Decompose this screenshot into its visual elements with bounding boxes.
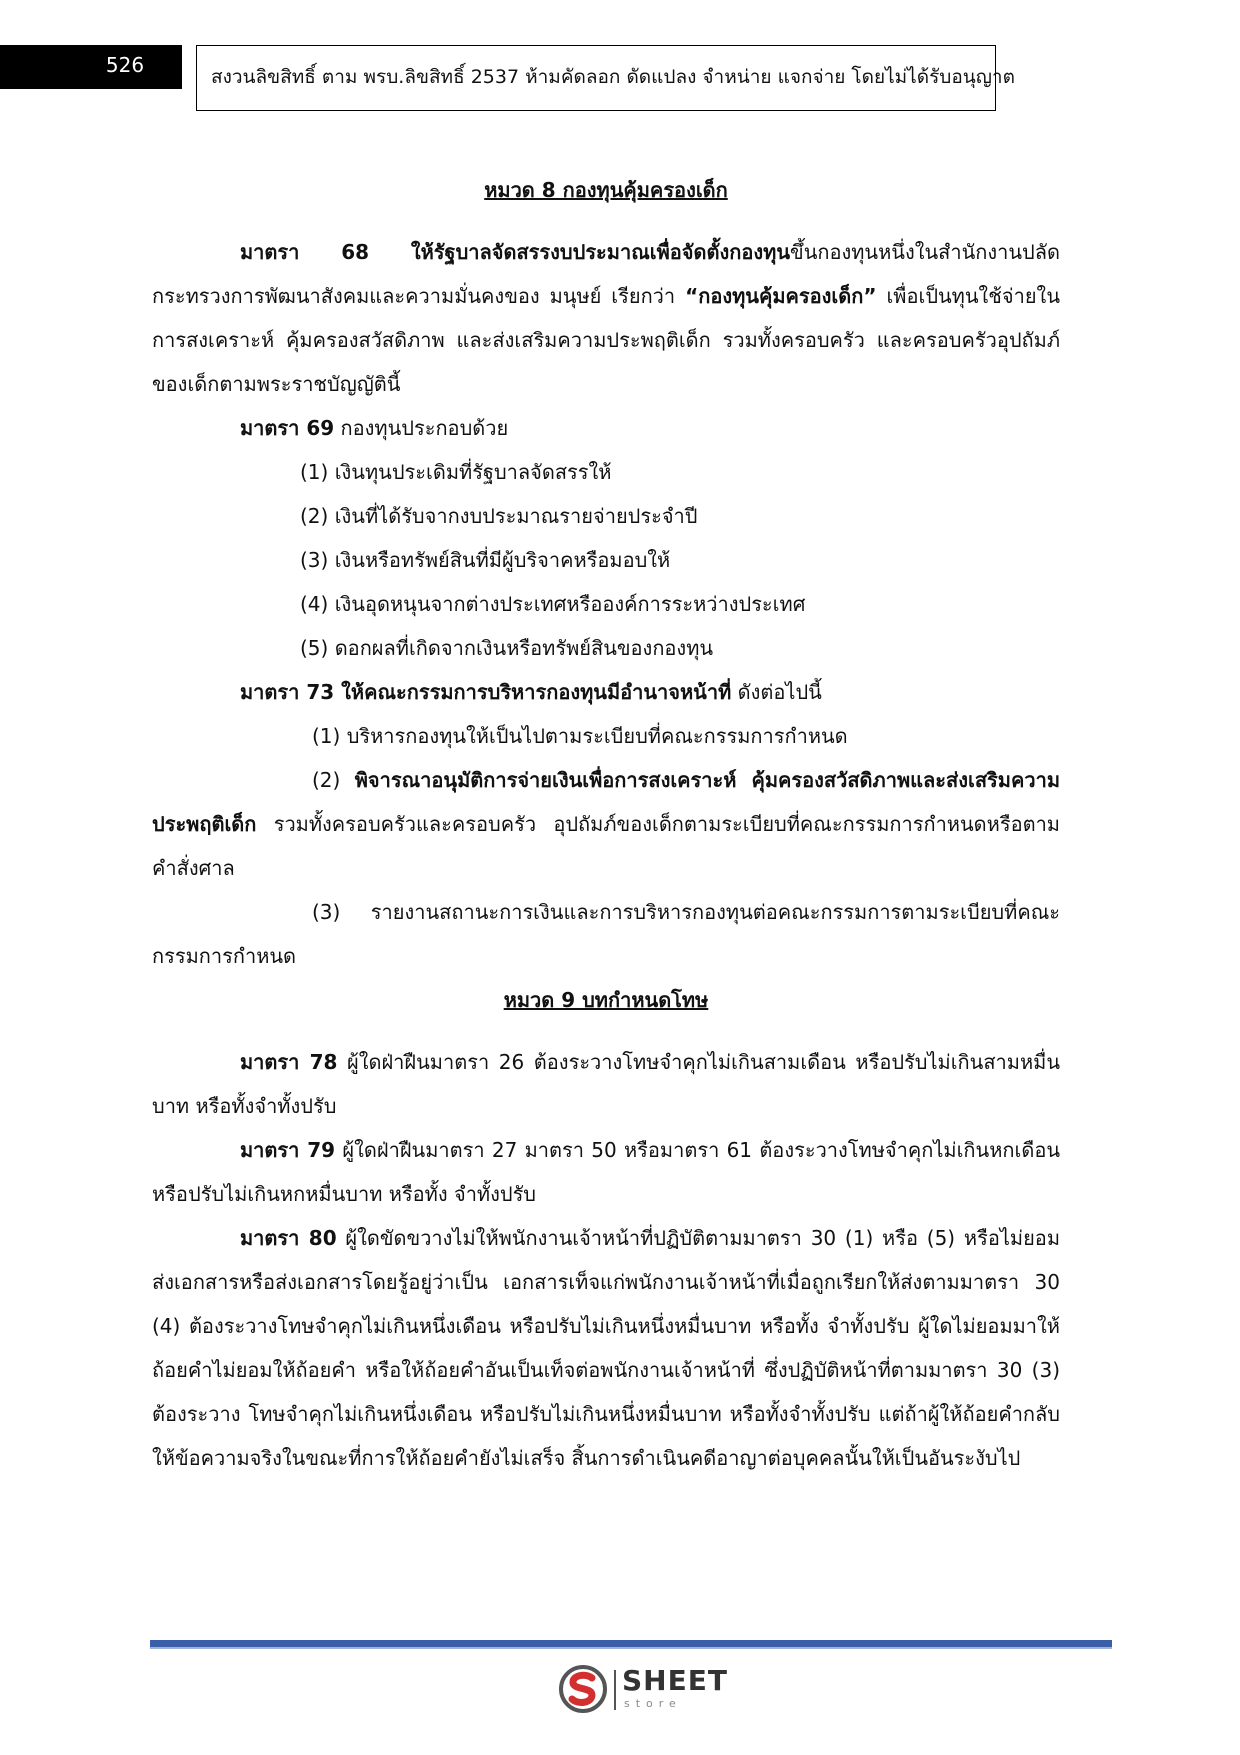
logo-brand-sub: store	[624, 1697, 682, 1710]
section-68-text-2: เพื่อเป็นทุนใช้จ่ายในการสงเคราะห์ คุ้มครองสวัสดิภาพ และส่งเสริมความประพฤติเด็ก รวมทั้งครอบครัว และครอบครัวอุปถัมภ์ของเด็กตามพระราชบัญญัตินี้	[152, 284, 1060, 396]
section-68	[152, 230, 1060, 406]
logo-divider	[614, 1670, 616, 1710]
section-69-item-2: (2) เงินที่ได้รับจากงบประมาณรายจ่ายประจำปี	[300, 504, 698, 528]
copyright-notice-box	[196, 45, 1015, 111]
section-69-item-5: (5) ดอกผลที่เกิดจากเงินหรือทรัพย์สินของกองทุน	[300, 636, 714, 660]
section-73-item-2-text: รวมทั้งครอบครัวและครอบครัว อุปถัมภ์ของเด็กตามระเบียบที่คณะกรรมการกำหนดหรือตามคำสั่งศาล	[152, 812, 1060, 880]
section-79-text: ผู้ใดฝ่าฝืนมาตรา 27 มาตรา 50 หรือมาตรา 61 ต้องระวางโทษจำคุกไม่เกินหกเดือน หรือปรับไม่เกินหกหมื่นบาท หรือทั้ง จำทั้งปรับ	[152, 1138, 1060, 1206]
section-73	[152, 670, 1060, 714]
section-80	[152, 1216, 1060, 1480]
sheet-store-s-icon	[558, 1664, 608, 1714]
section-68-text-1: ขึ้นกองทุนหนึ่งในสำนักงานปลัดกระทรวงการพัฒนาสังคมและความมั่นคงของ มนุษย์ เรียกว่า	[152, 240, 1060, 308]
section-73-item-2-bold: พิจารณาอนุมัติการจ่ายเงินเพื่อการสงเคราะห์ คุ้มครองสวัสดิภาพและส่งเสริมความประพฤติเด็ก	[152, 768, 1060, 836]
section-73-item-1: (1) บริหารกองทุนให้เป็นไปตามระเบียบที่คณะกรรมการกำหนด	[312, 724, 848, 748]
copyright-notice: สงวนลิขสิทธิ์ ตาม พรบ.ลิขสิทธิ์ 2537 ห้ามคัดลอก ดัดแปลง จำหน่าย แจกจ่าย โดยไม่ได้รับอนุญาต	[211, 66, 1015, 88]
section-73-title: มาตรา 73 ให้คณะกรรมการบริหารกองทุนมีอำนาจหน้าที่	[240, 680, 732, 704]
section-69-text: กองทุนประกอบด้วย	[334, 416, 509, 440]
fund-name: “กองทุนคุ้มครองเด็ก”	[685, 284, 877, 308]
logo-brand: SHEET	[622, 1664, 728, 1697]
section-69	[152, 406, 1060, 450]
section-69-item-1: (1) เงินทุนประเดิมที่รัฐบาลจัดสรรให้	[300, 460, 612, 484]
section-79-title: มาตรา 79	[240, 1138, 336, 1162]
section-8-heading: หมวด 8 กองทุนคุ้มครองเด็ก	[484, 178, 728, 202]
section-69-title: มาตรา 69	[240, 416, 335, 440]
section-69-item-3: (3) เงินหรือทรัพย์สินที่มีผู้บริจาคหรือมอบให้	[300, 548, 671, 572]
section-9-heading: หมวด 9 บทกำหนดโทษ	[503, 988, 709, 1012]
section-80-text: ผู้ใดขัดขวางไม่ให้พนักงานเจ้าหน้าที่ปฏิบัติตามมาตรา 30 (1) หรือ (5) หรือไม่ยอมส่งเอกสารหรือส่งเอกสารโดยรู้อยู่ว่าเป็น เอกสารเท็จแก่พนักงานเจ้าหน้าที่เมื่อถูกเรียกให้ส่งตามมาตรา 30 (4) ต้องระวางโทษจำคุกไม่เกินหนึ่งเดือน หรือปรับไม่เกินหนึ่งหมื่นบาท หรือทั้ง จำทั้งปรับ ผู้ใดไม่ยอมมาให้ถ้อยคำไม่ยอมให้ถ้อยคำ หรือให้ถ้อยคำอันเป็นเท็จต่อพนักงานเจ้าหน้าที่ ซึ่งปฏิบัติหน้าที่ตามมาตรา 30 (3) ต้องระวาง โทษจำคุกไม่เกินหนึ่งเดือน หรือปรับไม่เกินหนึ่งหมื่นบาท หรือทั้งจำทั้งปรับ แต่ถ้าผู้ให้ถ้อยคำกลับให้ข้อความจริงในขณะที่การให้ถ้อยคำยังไม่เสร็จ สิ้นการดำเนินคดีอาญาต่อบุคคลนั้นให้เป็นอันระงับไป	[152, 1226, 1061, 1470]
section-78-text: ผู้ใดฝ่าฝืนมาตรา 26 ต้องระวางโทษจำคุกไม่เกินสามเดือน หรือปรับไม่เกินสามหมื่นบาท หรือทั้งจำทั้งปรับ	[152, 1050, 1060, 1118]
footer-divider	[150, 1640, 1112, 1647]
section-68-title: มาตรา 68 ให้รัฐบาลจัดสรรงบประมาณเพื่อจัดตั้งกองทุน	[240, 240, 791, 264]
section-80-title: มาตรา 80	[240, 1226, 337, 1250]
section-78-title: มาตรา 78	[240, 1050, 338, 1074]
section-73-item-3: (3) รายงานสถานะการเงินและการบริหารกองทุนต่อคณะกรรมการตามระเบียบที่คณะกรรมการกำหนด	[152, 900, 1060, 968]
section-78	[152, 1040, 1060, 1128]
page-number-box	[0, 45, 182, 89]
page-number: 526	[105, 53, 145, 77]
section-73-item-2	[152, 758, 1060, 890]
section-73-item-2-prefix: (2)	[312, 768, 355, 792]
section-73-text: ดังต่อไปนี้	[731, 680, 822, 704]
section-69-item-4: (4) เงินอุดหนุนจากต่างประเทศหรือองค์การระหว่างประเทศ	[300, 592, 806, 616]
section-79	[152, 1128, 1060, 1216]
sheet-store-logo	[558, 1664, 730, 1716]
document-body	[152, 168, 1060, 1480]
